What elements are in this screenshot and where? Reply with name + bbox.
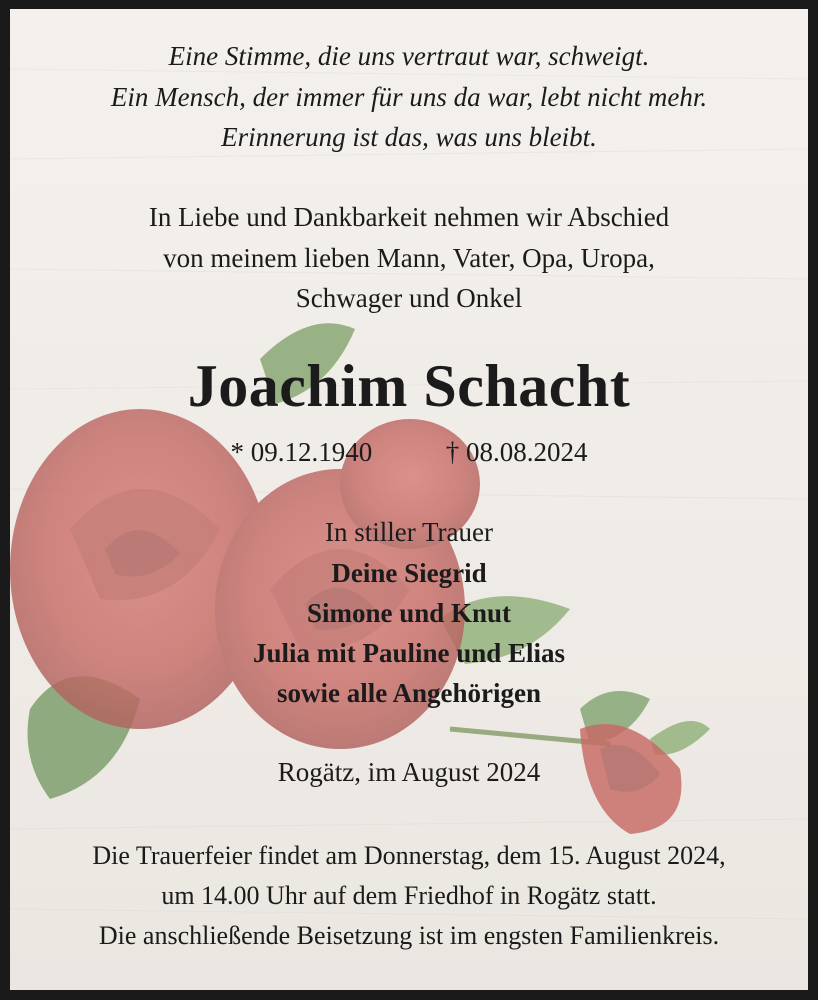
mourner-name: sowie alle Angehörigen bbox=[277, 678, 541, 708]
intro-line-1: In Liebe und Dankbarkeit nehmen wir Abschied bbox=[148, 202, 670, 232]
intro-line-2: von meinem lieben Mann, Vater, Opa, Uropa, bbox=[163, 243, 655, 273]
funeral-line-1: Die Trauerfeier findet am Donnerstag, dem 15. August 2024, bbox=[92, 841, 726, 870]
birth-date: * 09.12.1940 bbox=[230, 437, 373, 467]
mourner-name: Simone und Knut bbox=[306, 598, 512, 628]
death-date: † 08.08.2024 bbox=[445, 437, 588, 467]
poem-line-1: Eine Stimme, die uns vertraut war, schweigt. bbox=[168, 41, 650, 71]
place-and-date: Rogätz, im August 2024 bbox=[277, 757, 541, 787]
funeral-line-3: Die anschließende Beisetzung ist im engsten Familienkreis. bbox=[98, 921, 720, 950]
poem-line-2: Ein Mensch, der immer für uns da war, lebt nicht mehr. bbox=[110, 82, 708, 112]
poem-line-3: Erinnerung ist das, was uns bleibt. bbox=[221, 122, 597, 152]
funeral-line-2: um 14.00 Uhr auf dem Friedhof in Rogätz statt. bbox=[161, 881, 657, 910]
deceased-name: Joachim Schacht bbox=[187, 353, 631, 419]
mourner-name: Julia mit Pauline und Elias bbox=[252, 638, 566, 668]
intro-line-3: Schwager und Onkel bbox=[295, 283, 523, 313]
mourning-heading: In stiller Trauer bbox=[325, 517, 493, 547]
life-dates bbox=[10, 437, 808, 468]
mourner-name: Deine Siegrid bbox=[331, 558, 487, 588]
obituary-card bbox=[10, 9, 808, 990]
